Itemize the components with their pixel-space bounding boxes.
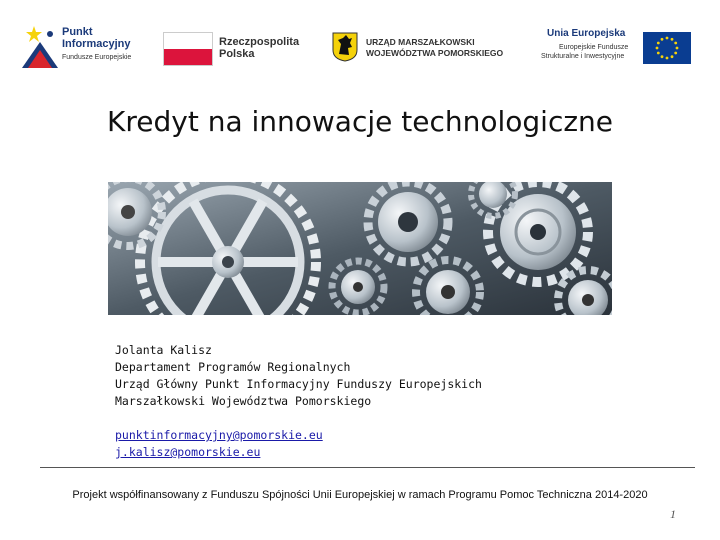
gears-illustration <box>108 182 612 315</box>
author-department: Departament Programów Regionalnych <box>115 360 351 374</box>
email-link-punkt[interactable]: punktinformacyjny@pomorskie.eu <box>115 428 323 442</box>
author-unit: Urząd Główny Punkt Informacyjny Funduszy Europejskich <box>115 377 482 391</box>
ue-line2: Europejskie Fundusze <box>559 44 629 51</box>
email-link-kalisz[interactable]: j.kalisz@pomorskie.eu <box>115 445 261 459</box>
ue-line3: Strukturalne i Inwestycyjne <box>541 53 625 60</box>
ue-line1: Unia Europejska <box>547 28 626 39</box>
email-links <box>115 427 323 461</box>
logo-bar <box>0 0 720 90</box>
author-info <box>115 342 482 410</box>
punkt-line1: Punkt <box>62 26 93 38</box>
polish-flag-icon <box>163 32 213 66</box>
footer-divider <box>40 467 695 468</box>
rp-line2: Polska <box>219 48 255 60</box>
gears-photo <box>108 182 612 315</box>
fe-emblem-icon <box>22 24 58 68</box>
author-name: Jolanta Kalisz <box>115 343 212 357</box>
eu-flag-icon <box>643 32 691 64</box>
rzeczpospolita-polska-logo <box>163 18 300 74</box>
urzad-line2: WOJEWÓDZTWA POMORSKIEGO <box>366 48 504 58</box>
urzad-marszalkowski-logo <box>332 18 512 74</box>
cofinancing-footer: Projekt współfinansowany z Funduszu Spójności Unii Europejskiej w ramach Programu Pomoc Techniczna 2014-2020 <box>72 489 648 501</box>
griffin-crest-icon <box>332 32 358 62</box>
page-number: 1 <box>670 507 676 521</box>
author-office: Marszałkowski Województwa Pomorskiego <box>115 394 372 408</box>
urzad-line1: URZĄD MARSZAŁKOWSKI <box>366 37 475 47</box>
slide-title: Kredyt na innowacje technologiczne <box>106 105 614 138</box>
rp-line1: Rzeczpospolita <box>219 36 300 48</box>
punkt-line3: Fundusze Europejskie <box>62 54 132 61</box>
punkt-informacyjny-logo <box>22 18 142 74</box>
unia-europejska-logo <box>541 18 697 74</box>
punkt-line2: Informacyjny <box>62 38 131 50</box>
